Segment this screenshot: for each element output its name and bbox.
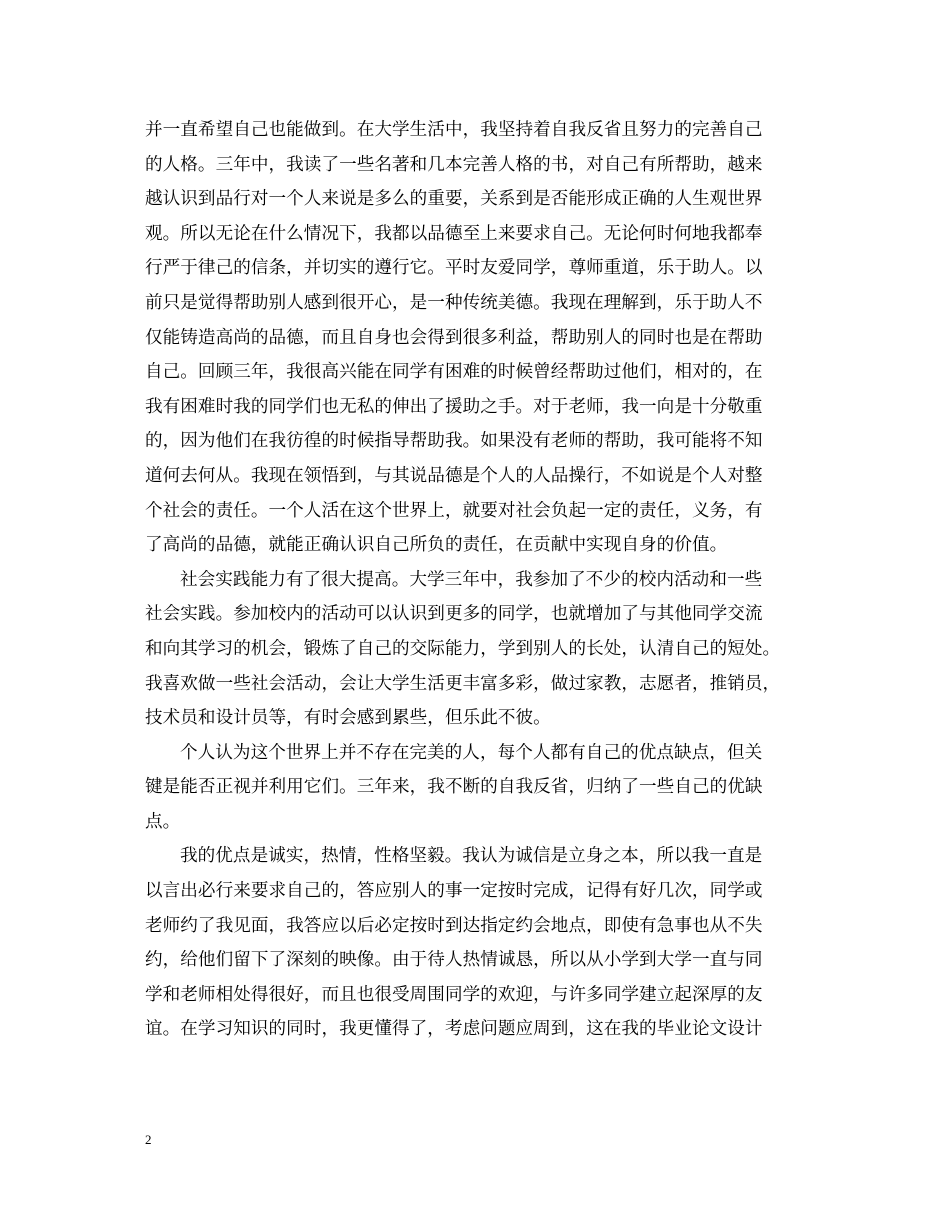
text-line: 个社会的责任。一个人活在这个世界上，就要对社会负起一定的责任，义务，有: [145, 500, 763, 521]
text-line: 社会实践。参加校内的活动可以认识到更多的同学，也就增加了与其他同学交流: [145, 604, 763, 625]
text-line: 技术员和设计员等，有时会感到累些，但乐此不彼。: [145, 708, 551, 729]
text-line: 键是能否正视并利用它们。三年来，我不断的自我反省，归纳了一些自己的优缺: [145, 777, 763, 798]
paragraph-start-line: 社会实践能力有了很大提高。大学三年中，我参加了不少的校内活动和一些: [180, 569, 763, 590]
text-line: 老师约了我见面，我答应以后必定按时到达指定约会地点，即使有急事也从不失: [145, 915, 763, 936]
text-line: 谊。在学习知识的同时，我更懂得了，考虑问题应周到，这在我的毕业论文设计: [145, 1019, 763, 1040]
text-line: 的，因为他们在我彷徨的时候指导帮助我。如果没有老师的帮助，我可能将不知: [145, 431, 763, 452]
paragraph-start-line: 个人认为这个世界上并不存在完美的人，每个人都有自己的优点缺点，但关: [180, 742, 763, 763]
text-line: 的人格。三年中，我读了一些名著和几本完善人格的书，对自己有所帮助，越来: [145, 154, 763, 175]
text-line: 学和老师相处得很好，而且也很受周围同学的欢迎，与许多同学建立起深厚的友: [145, 984, 763, 1005]
text-line: 以言出必行来要求自己的，答应别人的事一定按时完成，记得有好几次，同学或: [145, 881, 763, 902]
text-line: 前只是觉得帮助别人感到很开心，是一种传统美德。我现在理解到，乐于助人不: [145, 292, 763, 313]
text-line: 道何去何从。我现在领悟到，与其说品德是个人的人品操行，不如说是个人对整: [145, 465, 763, 486]
text-line: 越认识到品行对一个人来说是多么的重要，关系到是否能形成正确的人生观世界: [145, 189, 763, 210]
body-text: [145, 113, 813, 1047]
text-line: 行严于律己的信条，并切实的遵行它。平时友爱同学，尊师重道，乐于助人。以: [145, 258, 763, 279]
text-line: 观。所以无论在什么情况下，我都以品德至上来要求自己。无论何时何地我都奉: [145, 223, 763, 244]
text-line: 约，给他们留下了深刻的映像。由于待人热情诚恳，所以从小学到大学一直与同: [145, 950, 763, 971]
text-line: 和向其学习的机会，锻炼了自己的交际能力，学到别人的长处，认清自己的短处。: [145, 638, 781, 659]
text-line: 仅能铸造高尚的品德，而且自身也会得到很多利益，帮助别人的同时也是在帮助: [145, 327, 763, 348]
text-line: 我有困难时我的同学们也无私的伸出了援助之手。对于老师，我一向是十分敬重: [145, 396, 763, 417]
page-number: 2: [145, 1132, 152, 1147]
text-line: 并一直希望自己也能做到。在大学生活中，我坚持着自我反省且努力的完善自己: [145, 120, 763, 140]
text-line: 自己。回顾三年，我很高兴能在同学有困难的时候曾经帮助过他们，相对的，在: [145, 362, 763, 383]
paragraph-start-line: 我的优点是诚实，热情，性格坚毅。我认为诚信是立身之本，所以我一直是: [180, 846, 763, 867]
text-line: 我喜欢做一些社会活动，会让大学生活更丰富多彩，做过家教，志愿者，推销员，: [145, 673, 781, 694]
text-line: 点。: [145, 811, 181, 832]
text-line: 了高尚的品德，就能正确认识自己所负的责任，在贡献中实现自身的价值。: [145, 535, 728, 556]
